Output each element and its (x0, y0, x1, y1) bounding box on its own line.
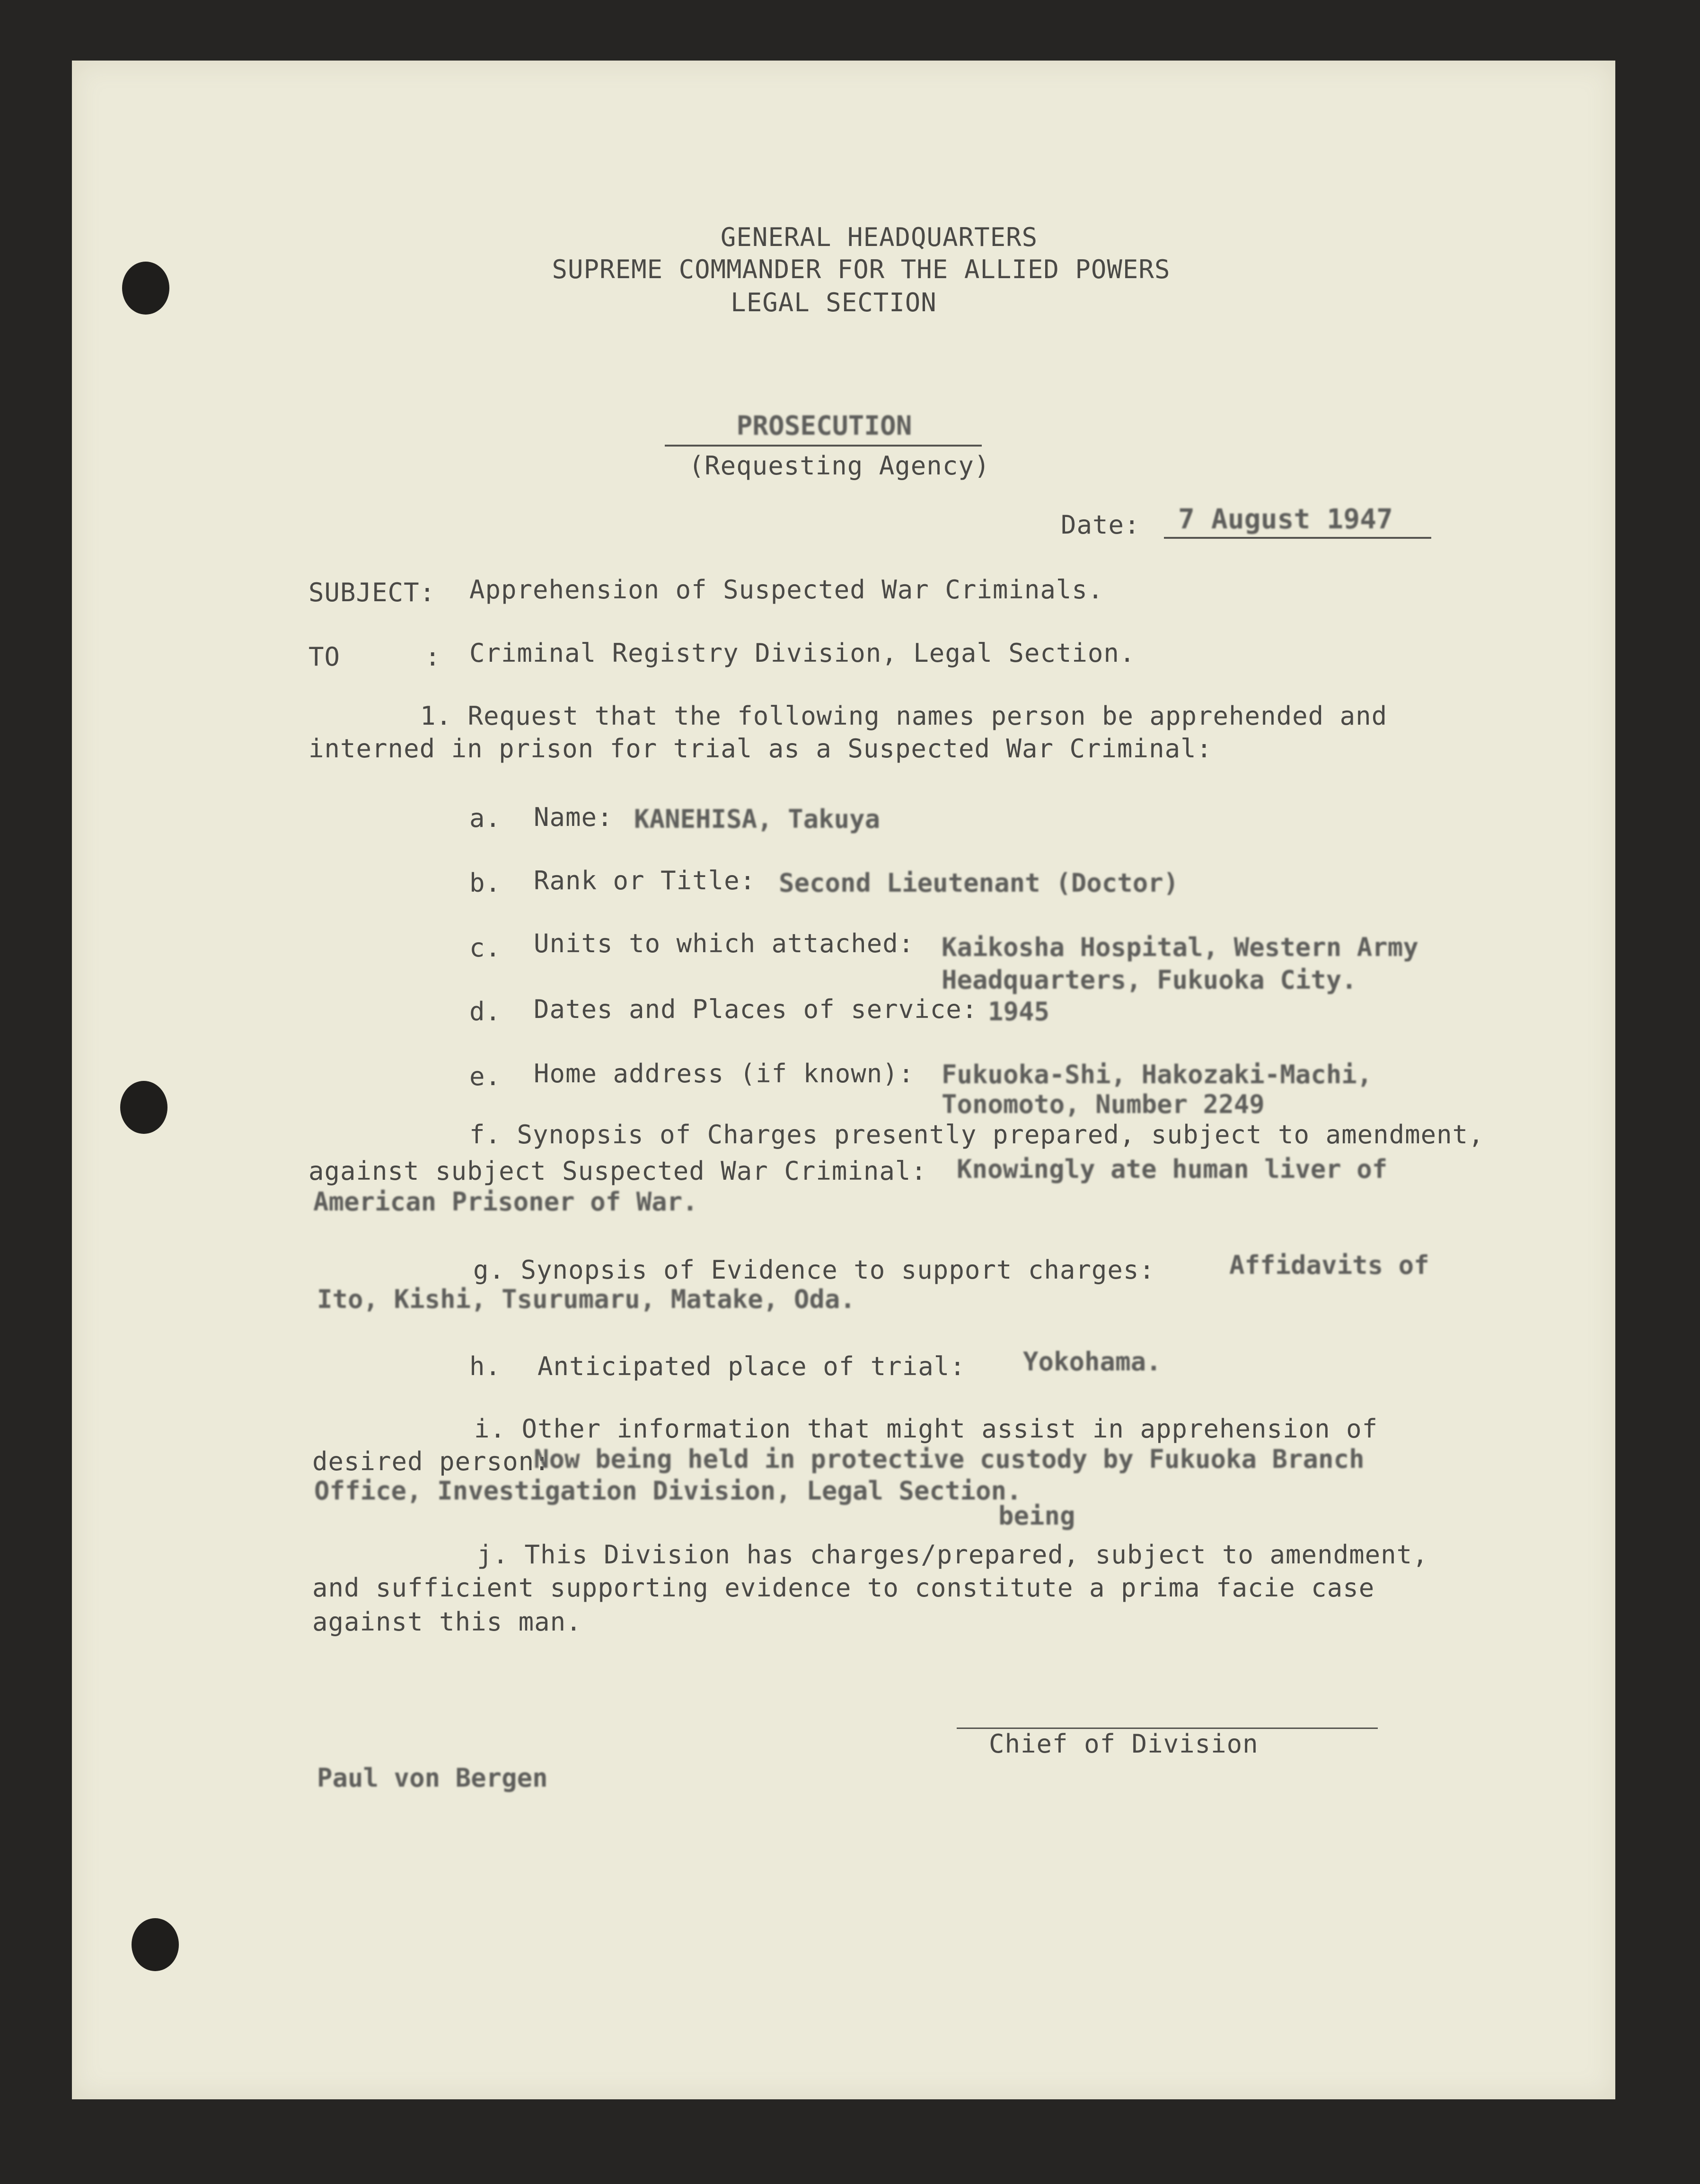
header-line-3: LEGAL SECTION (731, 288, 937, 317)
item-g-value-1: Affidavits of (1229, 1250, 1429, 1280)
to-label: TO (308, 642, 341, 672)
subject-value: Apprehension of Suspected War Criminals. (469, 575, 1104, 605)
item-a-value: KANEHISA, Takuya (634, 804, 881, 834)
date-label: Date: (1061, 510, 1140, 540)
item-c-value-1: Kaikosha Hospital, Western Army (942, 932, 1418, 962)
item-c-label: Units to which attached: (534, 929, 915, 958)
item-e-value-2: Tonomoto, Number 2249 (942, 1089, 1265, 1119)
para1-line2: interned in prison for trial as a Suspected War Criminal: (308, 734, 1213, 763)
item-j-line2: and sufficient supporting evidence to constitute a prima facie case (312, 1573, 1375, 1603)
item-d-label: Dates and Places of service: (534, 994, 978, 1024)
punch-hole-middle (120, 1081, 167, 1134)
item-b-letter: b. (469, 868, 502, 898)
agency-underline (665, 445, 982, 447)
item-i-line2-label: desired person: (312, 1447, 550, 1476)
item-h-label: Anticipated place of trial: (537, 1351, 966, 1381)
item-j-line1: j. This Division has charges/prepared, subject to amendment, (477, 1540, 1428, 1570)
item-b-value: Second Lieutenant (Doctor) (779, 868, 1179, 898)
item-f-value-1: Knowingly ate human liver of (957, 1154, 1388, 1184)
item-j-insert: being (998, 1501, 1075, 1531)
item-e-value-1: Fukuoka-Shi, Hakozaki-Machi, (942, 1060, 1373, 1089)
item-c-letter: c. (469, 933, 502, 963)
item-d-value: 1945 (988, 997, 1050, 1026)
item-c-value-2: Headquarters, Fukuoka City. (942, 965, 1357, 995)
item-a-letter: a. (469, 803, 502, 833)
item-g-value-2: Ito, Kishi, Tsurumaru, Matake, Oda. (317, 1284, 855, 1314)
para1-line1: 1. Request that the following names person be apprehended and (420, 701, 1388, 731)
punch-hole-top (122, 262, 169, 315)
item-i-value-1: Now being held in protective custody by Fukuoka Branch (534, 1444, 1365, 1474)
date-value: 7 August 1947 (1178, 503, 1393, 535)
item-e-label: Home address (if known): (534, 1059, 915, 1088)
item-h-value: Yokohama. (1023, 1347, 1162, 1377)
punch-hole-bottom (132, 1918, 179, 1971)
header-line-1: GENERAL HEADQUARTERS (720, 222, 1038, 252)
subject-label: SUBJECT: (308, 578, 436, 607)
header-line-2: SUPREME COMMANDER FOR THE ALLIED POWERS (552, 254, 1171, 284)
item-f-line2-label: against subject Suspected War Criminal: (308, 1156, 927, 1186)
item-d-letter: d. (469, 997, 502, 1026)
item-e-letter: e. (469, 1061, 502, 1091)
agency-caption: (Requesting Agency) (688, 451, 990, 481)
item-i-value-2: Office, Investigation Division, Legal Section. (314, 1476, 1022, 1506)
to-value: Criminal Registry Division, Legal Section. (469, 638, 1136, 668)
item-b-label: Rank or Title: (534, 866, 756, 895)
date-underline (1164, 537, 1431, 539)
item-f-value-2: American Prisoner of War. (313, 1187, 698, 1217)
item-g-label: g. Synopsis of Evidence to support charges: (473, 1255, 1155, 1285)
item-h-letter: h. (469, 1351, 502, 1381)
item-a-label: Name: (534, 802, 613, 832)
to-colon: : (425, 642, 441, 672)
signature-title: Chief of Division (989, 1729, 1259, 1759)
item-i-line1: i. Other information that might assist in apprehension of (474, 1414, 1378, 1444)
item-j-line3: against this man. (312, 1607, 582, 1637)
signature-name: Paul von Bergen (317, 1763, 548, 1793)
item-f-line1: f. Synopsis of Charges presently prepared, subject to amendment, (469, 1120, 1484, 1149)
agency-name: PROSECUTION (736, 411, 912, 441)
